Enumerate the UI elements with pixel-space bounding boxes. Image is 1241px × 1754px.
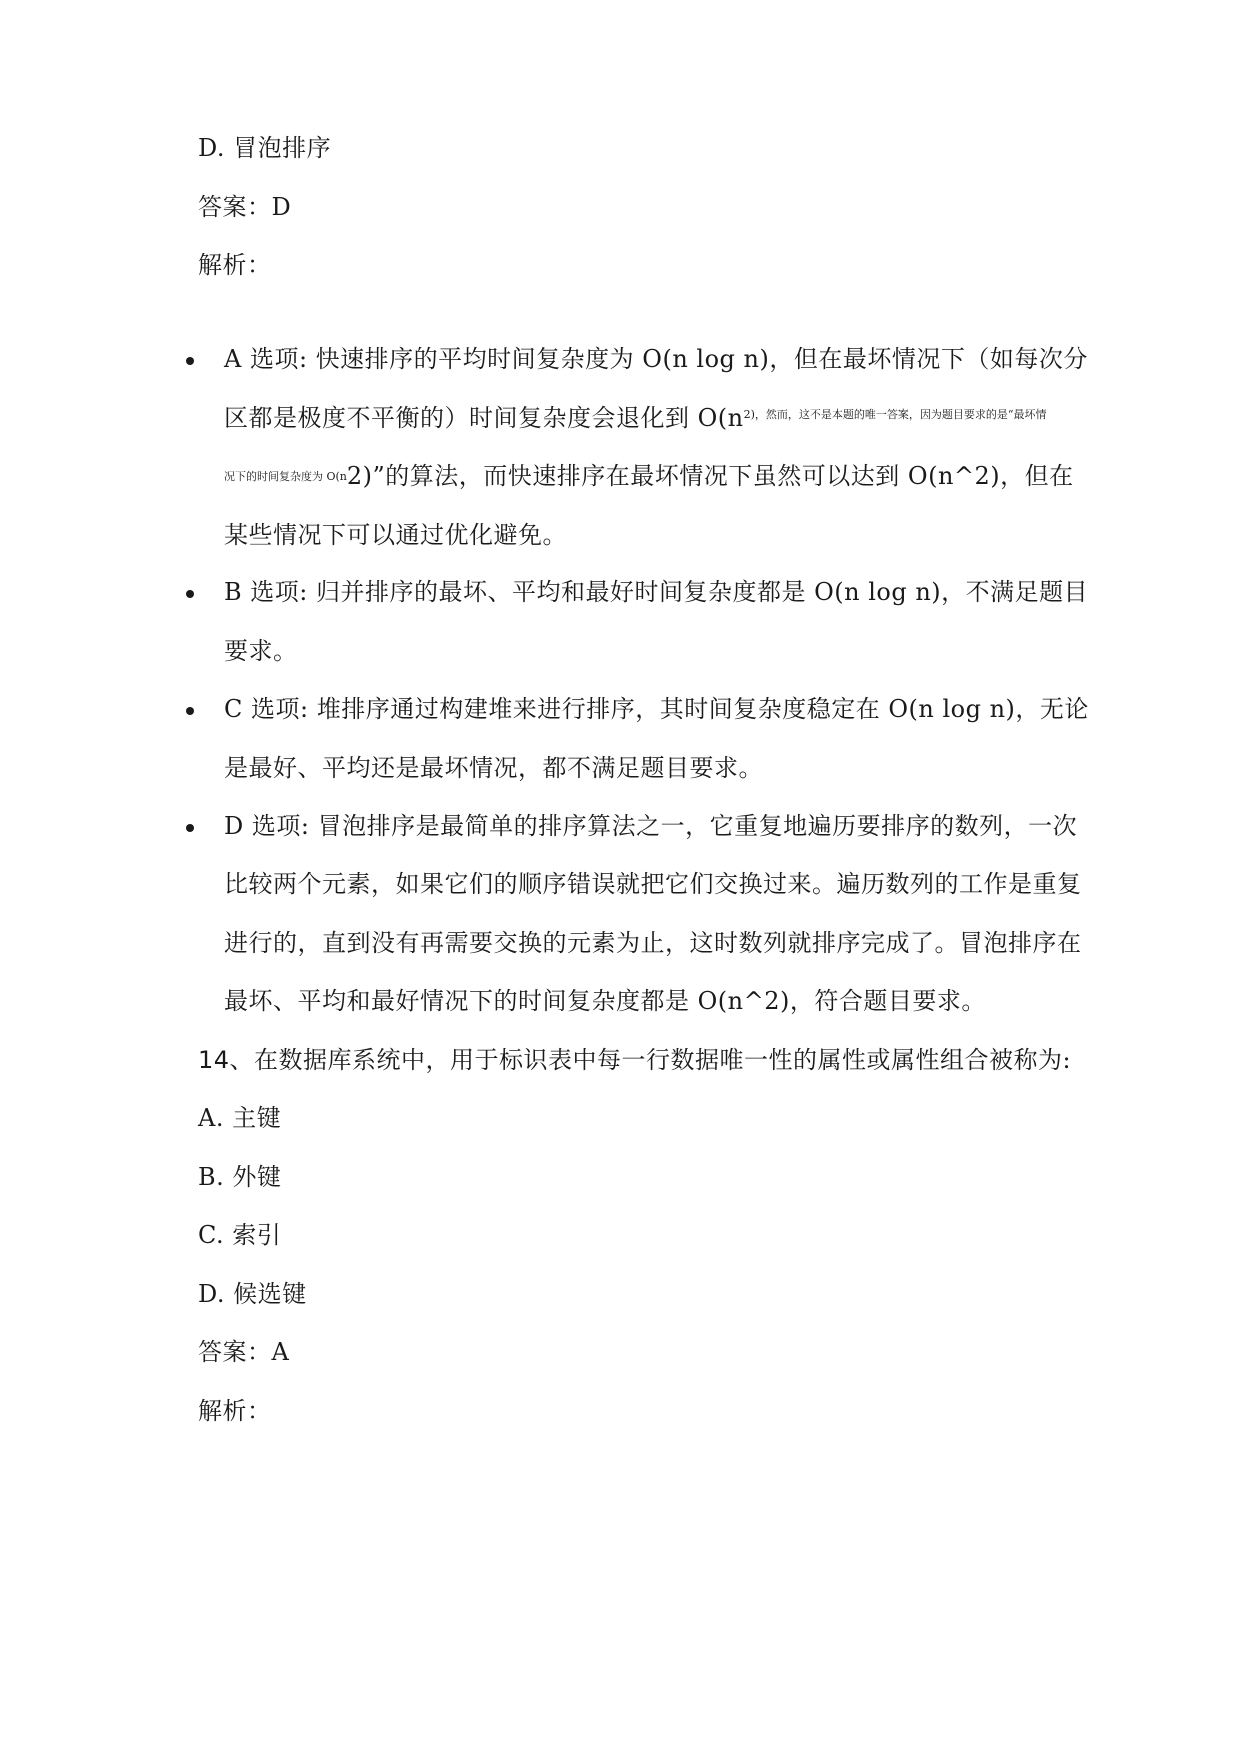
bullet-dot [186,590,194,598]
question-text: 、在数据库系统中，用于标识表中每一行数据唯一性的属性或属性组合被称为: [229,1046,1072,1074]
bullet-a-line [224,402,1047,434]
bullet-a-text: 区都是极度不平衡的）时间复杂度会退化到 O(n [224,404,744,432]
bullet-dot [186,824,194,832]
bullet-a-text: 2)”的算法，而快速排序在最坏情况下虽然可以达到 O(n^2)，但在 [346,462,1074,490]
bullet-d-line: 进行的，直到没有再需要交换的元素为止，这时数列就排序完成了。冒泡排序在 [224,929,1082,957]
option-d: D. 候选键 [198,1280,307,1308]
answer: 答案：A [198,1338,290,1366]
bullet-a-line [224,460,1074,492]
option-b: B. 外键 [198,1163,282,1191]
option-a: A. 主键 [198,1104,282,1132]
bullet-a-small-text: 况下的时间复杂度为 O(n [224,470,347,483]
bullet-dot [186,357,194,365]
analysis-label: 解析： [198,251,272,279]
bullet-a-small-text: 2)，然而，这不是本题的唯一答案，因为题目要求的是“最坏情 [743,408,1047,421]
bullet-d-line: 比较两个元素，如果它们的顺序错误就把它们交换过来。遍历数列的工作是重复 [224,870,1082,898]
bullet-dot [186,707,194,715]
bullet-b-line: B 选项: 归并排序的最坏、平均和最好时间复杂度都是 O(n log n)，不满足题目 [224,578,1089,606]
analysis-label: 解析： [198,1397,272,1425]
option-d: D. 冒泡排序 [198,134,332,162]
option-c: C. 索引 [198,1221,282,1249]
question-14 [198,1044,1071,1076]
bullet-b-line: 要求。 [224,637,298,665]
bullet-c-line: 是最好、平均还是最坏情况，都不满足题目要求。 [224,754,763,782]
bullet-c-line: C 选项: 堆排序通过构建堆来进行排序，其时间复杂度稳定在 O(n log n)，无论 [224,695,1089,723]
bullet-d-line: 最坏、平均和最好情况下的时间复杂度都是 O(n^2)，符合题目要求。 [224,987,986,1015]
bullet-d-line: D 选项: 冒泡排序是最简单的排序算法之一，它重复地遍历要排序的数列，一次 [224,812,1078,840]
bullet-a-line: 某些情况下可以通过优化避免。 [224,521,567,549]
answer: 答案：D [198,193,292,221]
bullet-a-line: A 选项: 快速排序的平均时间复杂度为 O(n log n)，但在最坏情况下（如每次分 [224,345,1088,373]
question-number: 14 [198,1046,230,1074]
